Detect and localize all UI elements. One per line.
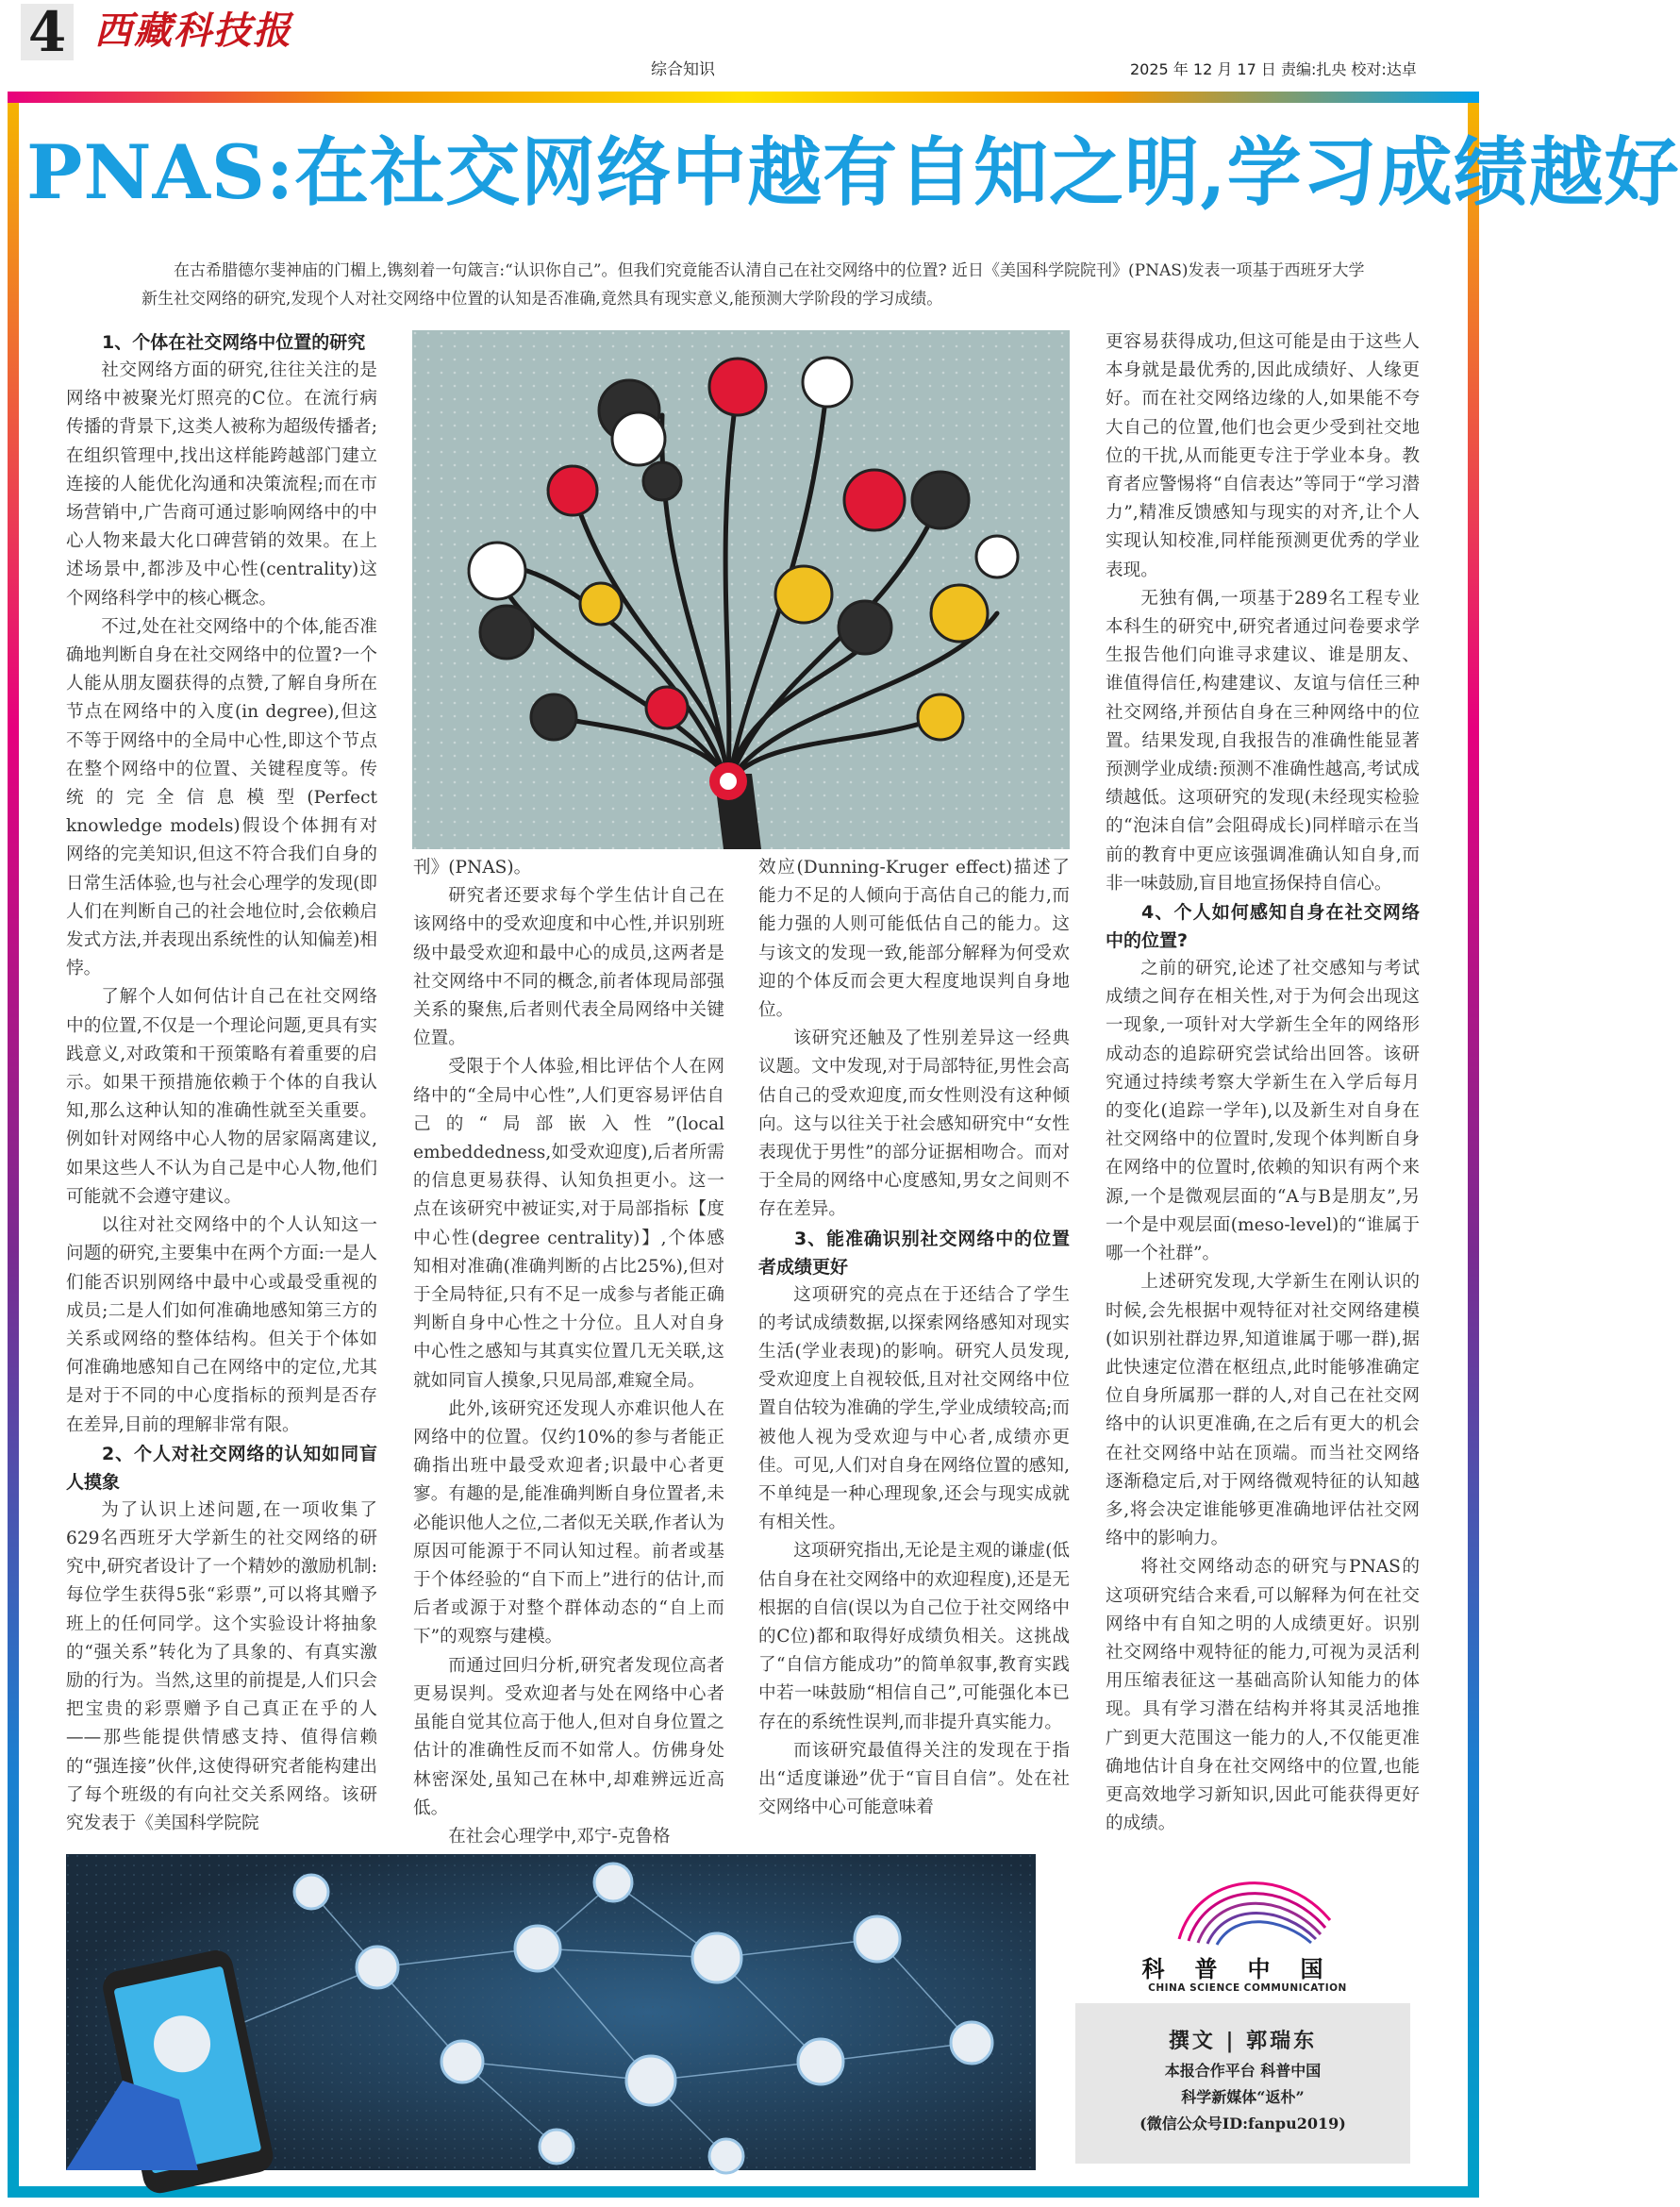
section-name: 综合知识 [651,60,715,79]
article-column-3 [758,854,1070,1823]
credit-line-2: 科学新媒体“返朴” [1181,2088,1305,2106]
paragraph: 更容易获得成功,但这可能是由于这些人本身就是最优秀的,因此成绩好、人缘更好。而在社交网络边缘的人,如果能不夸大自己的位置,他们也会更少受到社交地位的干扰,从而能更专注于学业本身。教育者应警惕将“自信表达”等同于“学习潜力”,精准反馈感知与现实的对齐,让个人实现认知校准,同样能预测更优秀的学业表现。 [1106,332,1420,580]
smartphone-network-svg [66,1854,1036,2170]
article-column-1 [66,328,377,1838]
paragraph: 无独有偶,一项基于289名工程专业本科生的研究中,研究者通过问卷要求学生报告他们向谁寻求建议、谁是朋友、谁值得信任,构建建议、友谊与信任三种社交网络,并预估自身在三种网络中的位置。结果发现,自我报告的准确性能显著预测学业成绩:预测不准确性越高,考试成绩越低。这项研究的发现(未经现实检验的“泡沫自信”会阻碍成长)同样暗示在当前的教育中更应该强调准确认知自身,而非一味鼓励,盲目地宣扬保持自信心。 [1106,588,1420,894]
paragraph: 受限于个人体验,相比评估个人在网络中的“全局中心性”,人们更容易评估自己的“局部嵌入性”(local embeddedness,如受欢迎度),后者所需的信息更易获得、认知负担更小。这一点在该研究中被证实,对于局部指标【度中心性(degree centrality)】,个体感知相对准确(准确判断的占比25%),但对于全局特征,只有不足一成参与者能正确判断自身中心性之十分位。且人对自身中心性之感知与其真实位置几无关联,这就如同盲人摸象,只见局部,难窥全局。 [413,1057,724,1391]
section-heading: 4、个人如何感知自身在社交网络中的位置? [1106,902,1420,952]
author-byline: 撰文 | 郭瑞东 [1168,2029,1318,2053]
page-number: 4 [21,4,74,60]
logo-english-text: CHINA SCIENCE COMMUNICATION [1148,1982,1347,1994]
dateline: 2025 年 12 月 17 日 责编:扎央 校对:达卓 [1130,60,1417,78]
paragraph: 这项研究指出,无论是主观的谦虚(低估自身在社交网络中的欢迎程度),还是无根据的自信(误以为自己位于社交网络中的C位)都和取得好成绩负相关。这挑战了“自信方能成功”的简单叙事,教育实践中若一味鼓励“相信自己”,可能强化本已存在的系统性误判,而非提升真实能力。 [758,1541,1070,1732]
article-column-4 [1106,328,1420,1838]
paragraph: 为了认识上述问题,在一项收集了629名西班牙大学新生的社交网络的研究中,研究者设计了一个精妙的激励机制:每位学生获得5张“彩票”,可以将其赠予班上的任何同学。这个实验设计将抽象的“强关系”转化为了具象的、有真实激励的行为。当然,这里的前提是,人们只会把宝贵的彩票赠予自己真正在乎的人——那些能提供情感支持、值得信赖的“强连接”伙伴,这使得研究者能构建出了每个班级的有向社交关系网络。该研究发表于《美国科学院院 [66,1499,377,1833]
paragraph: 之前的研究,论述了社交感知与考试成绩之间存在相关性,对于为何会出现这一现象,一项针对大学新生全年的网络形成动态的追踪研究尝试给出回答。该研究通过持续考察大学新生在入学后每月的变化(追踪一学年),以及新生对自身在社交网络中的位置时,发现个体判断自身在网络中的位置时,依赖的知识有两个来源,一个是微观层面的“A与B是朋友”,另一个是中观层面(meso-level)的“谁属于哪一个社群”。 [1106,959,1420,1264]
credit-box [1075,2003,1410,2164]
newspaper-masthead: 西藏科技报 [94,8,292,53]
paragraph: 不过,处在社交网络中的个体,能否准确地判断自身在社交网络中的位置?一个人能从朋友圈获得的点赞,了解自身所在节点在网络中的入度(in degree),但这不等于网络中的全局中心性,即这个节点在整个网络中的位置、关键程度等。传统的完全信息模型(Perfect knowledge models)假设个体拥有对网络的完美知识,但这不符合我们自身的日常生活体验,也与社会心理学的发现(即人们在判断自己的社会地位时,会依赖启发式方法,并表现出系统性的认知偏差)相悖。 [66,616,377,979]
kepu-logo-mark [1113,1854,1424,1953]
credit-line-1: 本报合作平台 科普中国 [1164,2062,1322,2080]
credit-line-3: (微信公众号ID:fanpu2019) [1139,2115,1346,2132]
paragraph: 将社交网络动态的研究与PNAS的这项研究结合来看,可以解释为何在社交网络中有自知之明的人成绩更好。识别社交网络中观特征的能力,可视为灵活利用压缩表征这一基础高阶认知能力的体现。具有学习潜在结构并将其灵活地推广到更大范围这一能力的人,不仅能更准确地估计自身在社交网络中的位置,也能更高效地学习新知识,因此可能获得更好的成绩。 [1106,1557,1420,1834]
paragraph: 该研究还触及了性别差异这一经典议题。文中发现,对于局部特征,男性会高估自己的受欢迎度,而女性则没有这种倾向。这与以往关于社会感知研究中“女性表现优于男性”的部分证据相吻合。而对于全局的网络中心度感知,男女之间则不存在差异。 [758,1028,1070,1220]
section-heading: 1、个体在社交网络中位置的研究 [102,332,366,353]
smartphone-network-illustration [66,1854,1036,2170]
paragraph: 上述研究发现,大学新生在刚认识的时候,会先根据中观特征对社交网络建模(如识别社群边界,知道谁属于哪一群),据此快速定位潜在枢纽点,此时能够准确定位自身所属那一群的人,对自己在社交网络中的认识更准确,在之后有更大的机会在社交网络中站在顶端。而当社交网络逐渐稳定后,对于网络微观特征的认知越多,将会决定谁能够更准确地评估社交网络中的影响力。 [1106,1272,1420,1549]
paragraph: 了解个人如何估计自己在社交网络中的位置,不仅是一个理论问题,更具有实践意义,对政策和干预策略有着重要的启示。如果干预措施依赖于个体的自我认知,那么这种认知的准确性就至关重要。例如针对网络中心人物的居家隔离建议,如果这些人不认为自己是中心人物,他们可能就不会遵守建议。 [66,987,377,1207]
article-column-2 [413,854,724,1851]
paragraph: 在社会心理学中,邓宁-克鲁格 [448,1826,671,1847]
lede-paragraph: 在古希腊德尔斐神庙的门楣上,镌刻着一句箴言:“认识你自己”。但我们究竟能否认清自己在社交网络中的位置? 近日《美国科学院院刊》(PNAS)发表一项基于西班牙大学新生社交网络的研究,发现个人对社交网络中位置的认知是否准确,竟然具有现实意义,能预测大学阶段的学习成绩。 [141,261,1365,309]
paragraph: 刊》(PNAS)。 [413,858,532,878]
paragraph: 而通过回归分析,研究者发现位高者更易误判。受欢迎者与处在网络中心者虽能自觉其位高于他人,但对自身位置之估计的准确性反而不如常人。仿佛身处林密深处,虽知己在林中,却难辨远近高低。 [413,1655,724,1818]
paragraph: 社交网络方面的研究,往往关注的是网络中被聚光灯照亮的C位。在流行病传播的背景下,这类人被称为超级传播者;在组织管理中,找出这样能跨越部门建立连接的人能优化沟通和决策流程;而在市场营销中,广告商可通过影响网络中的中心人物来最大化口碑营销的效果。在上述场景中,都涉及中心性(centrality)这个网络科学中的核心概念。 [66,360,377,609]
paragraph: 以往对社交网络中的个人认知这一问题的研究,主要集中在两个方面:一是人们能否识别网络中最中心或最受重视的成员;二是人们如何准确地感知第三方的关系或网络的整体结构。但关于个体如何准确地感知自己在网络中的定位,尤其是对于不同的中心度指标的预判是否存在差异,目前的理解非常有限。 [66,1215,377,1435]
paragraph: 研究者还要求每个学生估计自己在该网络中的受欢迎度和中心性,并识别班级中最受欢迎和最中心的成员,这两者是社交网络中不同的概念,前者体现局部强关系的聚焦,后者则代表全局网络中关键位置。 [413,886,724,1049]
paragraph: 而该研究最值得关注的发现在于指出“适度谦逊”优于“盲目自信”。处在社交网络中心可能意味着 [758,1740,1070,1818]
headline: PNAS:在社交网络中越有自知之明,学习成绩越好 [26,128,1680,216]
paragraph: 这项研究的亮点在于还结合了学生的考试成绩数据,以探索网络感知对现实生活(学业表现)的影响。研究人员发现,受欢迎度上自视较低,且对社交网络中位置自估较为准确的学生,学业成绩较高;而被他人视为受欢迎与中心者,成绩亦更佳。可见,人们对自身在网络位置的感知,不单纯是一种心理现象,还会与现实成就有相关性。 [758,1284,1070,1533]
section-heading: 2、个人对社交网络的认知如同盲人摸象 [66,1443,377,1493]
network-tree-svg [412,330,1070,849]
paragraph: 此外,该研究还发现人亦难识他人在网络中的位置。仅约10%的参与者能正确指出班中最受欢迎者;识最中心者更寥。有趣的是,能准确判断自身位置者,未必能识他人之位,二者似无关联,作者认为原因可能源于不同认知过程。前者或基于个体经验的“自下而上”进行的估计,而后者或源于对整个群体动态的“自上而下”的观察与建模。 [413,1398,724,1647]
frame-top-bar [8,92,1479,103]
paragraph: 效应(Dunning-Kruger effect)描述了能力不足的人倾向于高估自己的能力,而能力强的人则可能低估自己的能力。这与该文的发现一致,能部分解释为何受欢迎的个体反而会更大程度地误判自身地位。 [758,858,1070,1021]
logo-chinese-text: 科普中国 [1141,1955,1354,1982]
network-tree-illustration [412,330,1070,849]
section-heading: 3、能准确识别社交网络中的位置者成绩更好 [758,1228,1070,1278]
